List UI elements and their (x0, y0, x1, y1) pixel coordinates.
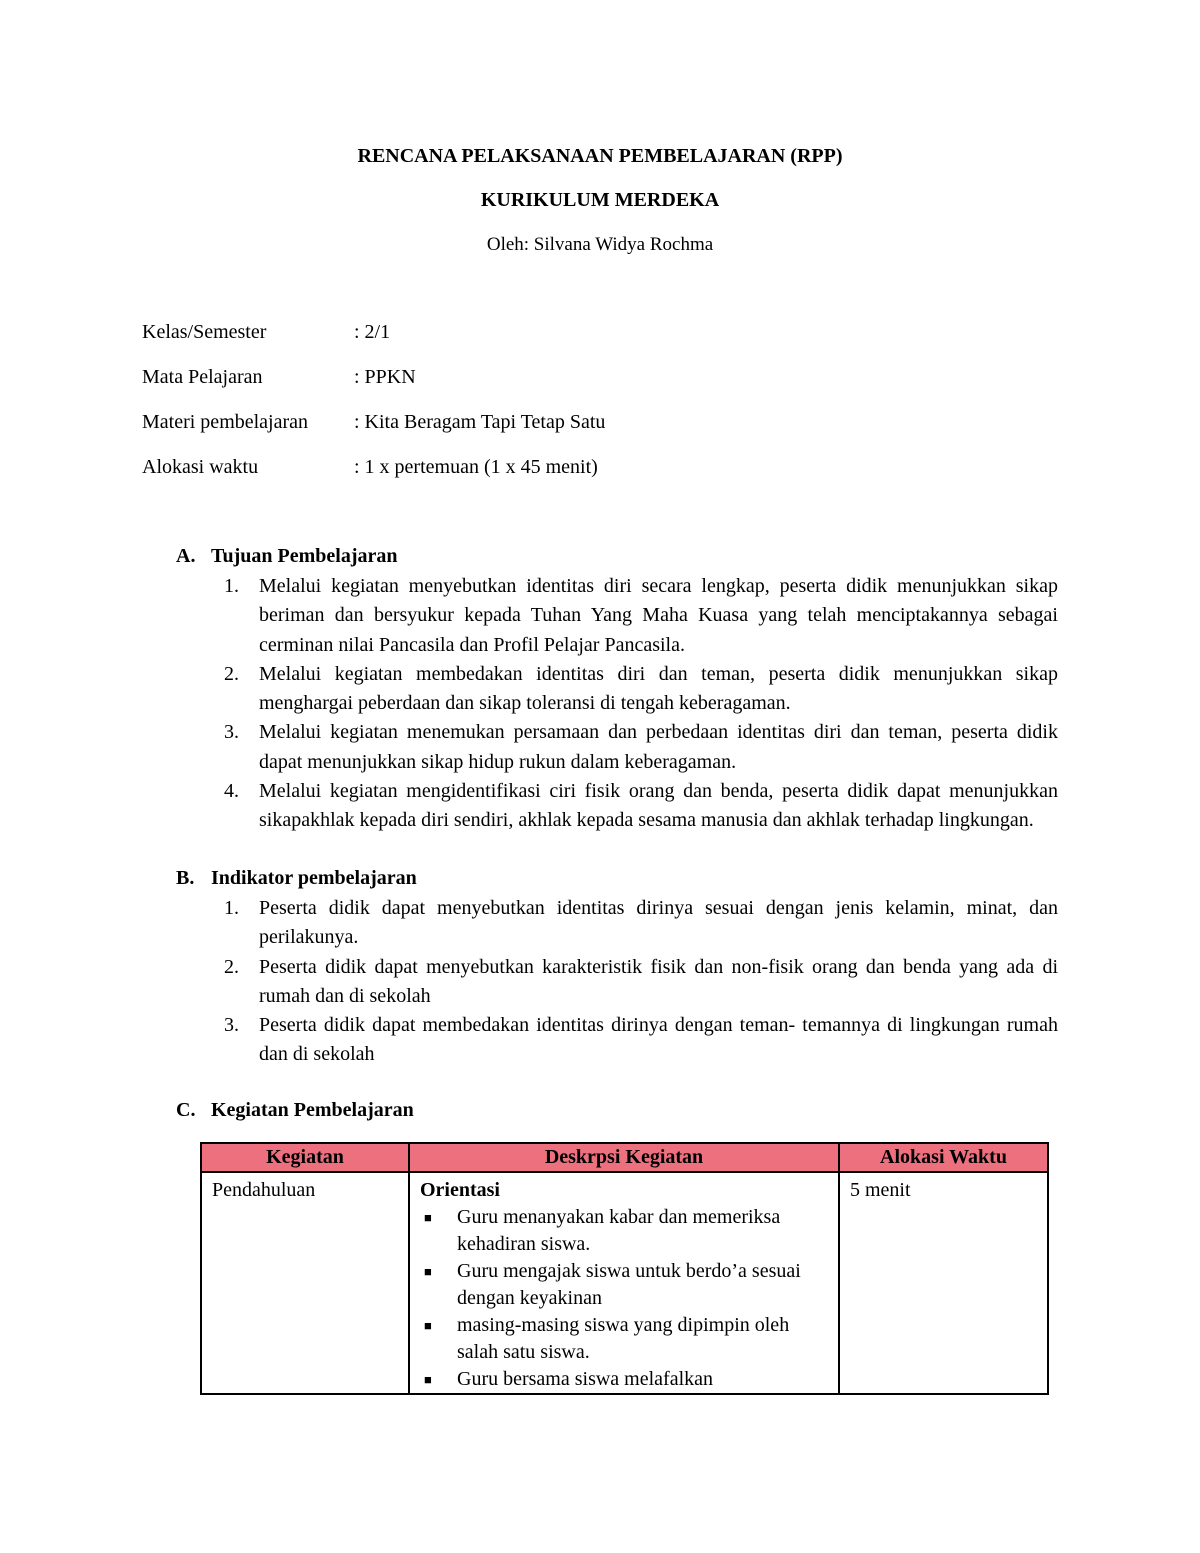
meta-value: : Kita Beragam Tapi Tetap Satu (354, 411, 606, 433)
item-number: 2. (224, 662, 239, 685)
table-header-row (201, 1143, 1048, 1172)
item-text: Melalui kegiatan mengidentifikasi ciri fisik orang dan benda, peserta didik dapat menunjukkan sikapakhlak kepada diri sendiri, akhlak kepada sesama manusia dan akhlak terhadap lingkungan. (259, 780, 1058, 832)
meta-value: : 1 x pertemuan (1 x 45 menit) (354, 456, 598, 478)
activity-table (200, 1142, 1049, 1395)
section-a-list (224, 572, 1058, 836)
bullet-text: Guru mengajak siswa untuk berdo’a sesuai dengan keyakinan (457, 1260, 801, 1309)
item-text: Peserta didik dapat menyebutkan identitas dirinya sesuai dengan jenis kelamin, minat, dan perilakunya. (259, 897, 1058, 949)
bullet-item (420, 1366, 828, 1393)
bullet-text: Guru menanyakan kabar dan memeriksa kehadiran siswa. (457, 1206, 781, 1255)
item-number: 3. (224, 1014, 239, 1037)
bullet-item (420, 1312, 828, 1366)
square-bullet-icon: ■ (424, 1372, 432, 1387)
meta-label: Kelas/Semester (142, 321, 267, 343)
section-letter: A. (176, 545, 196, 567)
section-letter: B. (176, 867, 195, 889)
document-author: Oleh: Silvana Widya Rochma (486, 234, 714, 255)
cell-alokasi: 5 menit (839, 1172, 1048, 1394)
section-b-heading (176, 867, 417, 890)
meta-row-alokasi (142, 456, 598, 479)
item-text: Melalui kegiatan membedakan identitas diri dan teman, peserta didik menunjukkan sikap menghargai peberdaan dan sikap toleransi di tengah keberagaman. (259, 662, 1058, 715)
bullet-item (420, 1258, 828, 1312)
document-subtitle: KURIKULUM MERDEKA (480, 189, 720, 211)
section-title: Indikator pembelajaran (211, 867, 417, 889)
list-item (224, 1011, 1058, 1070)
item-number: 2. (224, 955, 239, 978)
item-text: Peserta didik dapat menyebutkan karakteristik fisik dan non-fisik orang dan benda yang ada di rumah dan di sekolah (259, 955, 1058, 1007)
meta-label: Alokasi waktu (142, 456, 259, 478)
section-title: Tujuan Pembelajaran (211, 545, 398, 567)
list-item (224, 894, 1058, 953)
bullet-text: masing-masing siswa yang dipimpin oleh salah satu siswa. (457, 1314, 790, 1363)
item-text: Melalui kegiatan menyebutkan identitas diri secara lengkap, peserta didik menunjukkan sikap beriman dan bersyukur kepada Tuhan Yang Maha Kuasa yang telah menciptakannya sebagai cerminan nilai Pancasila dan Profil Pelajar Pancasila. (259, 575, 1058, 656)
meta-value: : PPKN (354, 366, 416, 388)
cell-kegiatan: Pendahuluan (201, 1172, 409, 1394)
section-c-heading (176, 1099, 414, 1122)
square-bullet-icon: ■ (424, 1264, 432, 1279)
item-number: 1. (224, 575, 239, 597)
bullet-text: Guru bersama siswa melafalkan (457, 1368, 714, 1390)
section-title: Kegiatan Pembelajaran (211, 1099, 414, 1121)
item-text: Melalui kegiatan menemukan persamaan dan perbedaan identitas diri dan teman, peserta didik dapat menunjukkan sikap hidup rukun dalam keberagaman. (259, 721, 1058, 773)
list-item (224, 572, 1058, 660)
meta-row-mapel (142, 366, 416, 389)
meta-row-kelas (142, 321, 390, 344)
square-bullet-icon: ■ (424, 1210, 432, 1225)
meta-label: Materi pembelajaran (142, 411, 309, 433)
section-a-heading (176, 545, 398, 568)
column-header-kegiatan: Kegiatan (201, 1143, 409, 1172)
item-number: 3. (224, 721, 239, 744)
square-bullet-icon: ■ (424, 1318, 432, 1333)
column-header-deskripsi: Deskrpsi Kegiatan (409, 1143, 839, 1172)
activity-heading: Orientasi (420, 1179, 500, 1201)
section-b-list (224, 894, 1058, 1070)
list-item (224, 718, 1058, 777)
cell-deskripsi (409, 1172, 839, 1394)
section-letter: C. (176, 1099, 196, 1121)
meta-label: Mata Pelajaran (142, 366, 263, 388)
meta-row-materi (142, 411, 605, 434)
list-item (224, 953, 1058, 1012)
list-item (224, 777, 1058, 836)
item-number: 4. (224, 780, 239, 803)
bullet-item (420, 1204, 828, 1258)
document-title: RENCANA PELAKSANAAN PEMBELAJARAN (RPP) (357, 145, 843, 167)
meta-value: : 2/1 (354, 321, 391, 343)
item-number: 1. (224, 897, 239, 919)
column-header-alokasi: Alokasi Waktu (839, 1143, 1048, 1172)
table-row (201, 1172, 1048, 1394)
item-text: Peserta didik dapat membedakan identitas dirinya dengan teman- temannya di lingkungan rumah dan di sekolah (259, 1014, 1058, 1066)
list-item (224, 660, 1058, 719)
